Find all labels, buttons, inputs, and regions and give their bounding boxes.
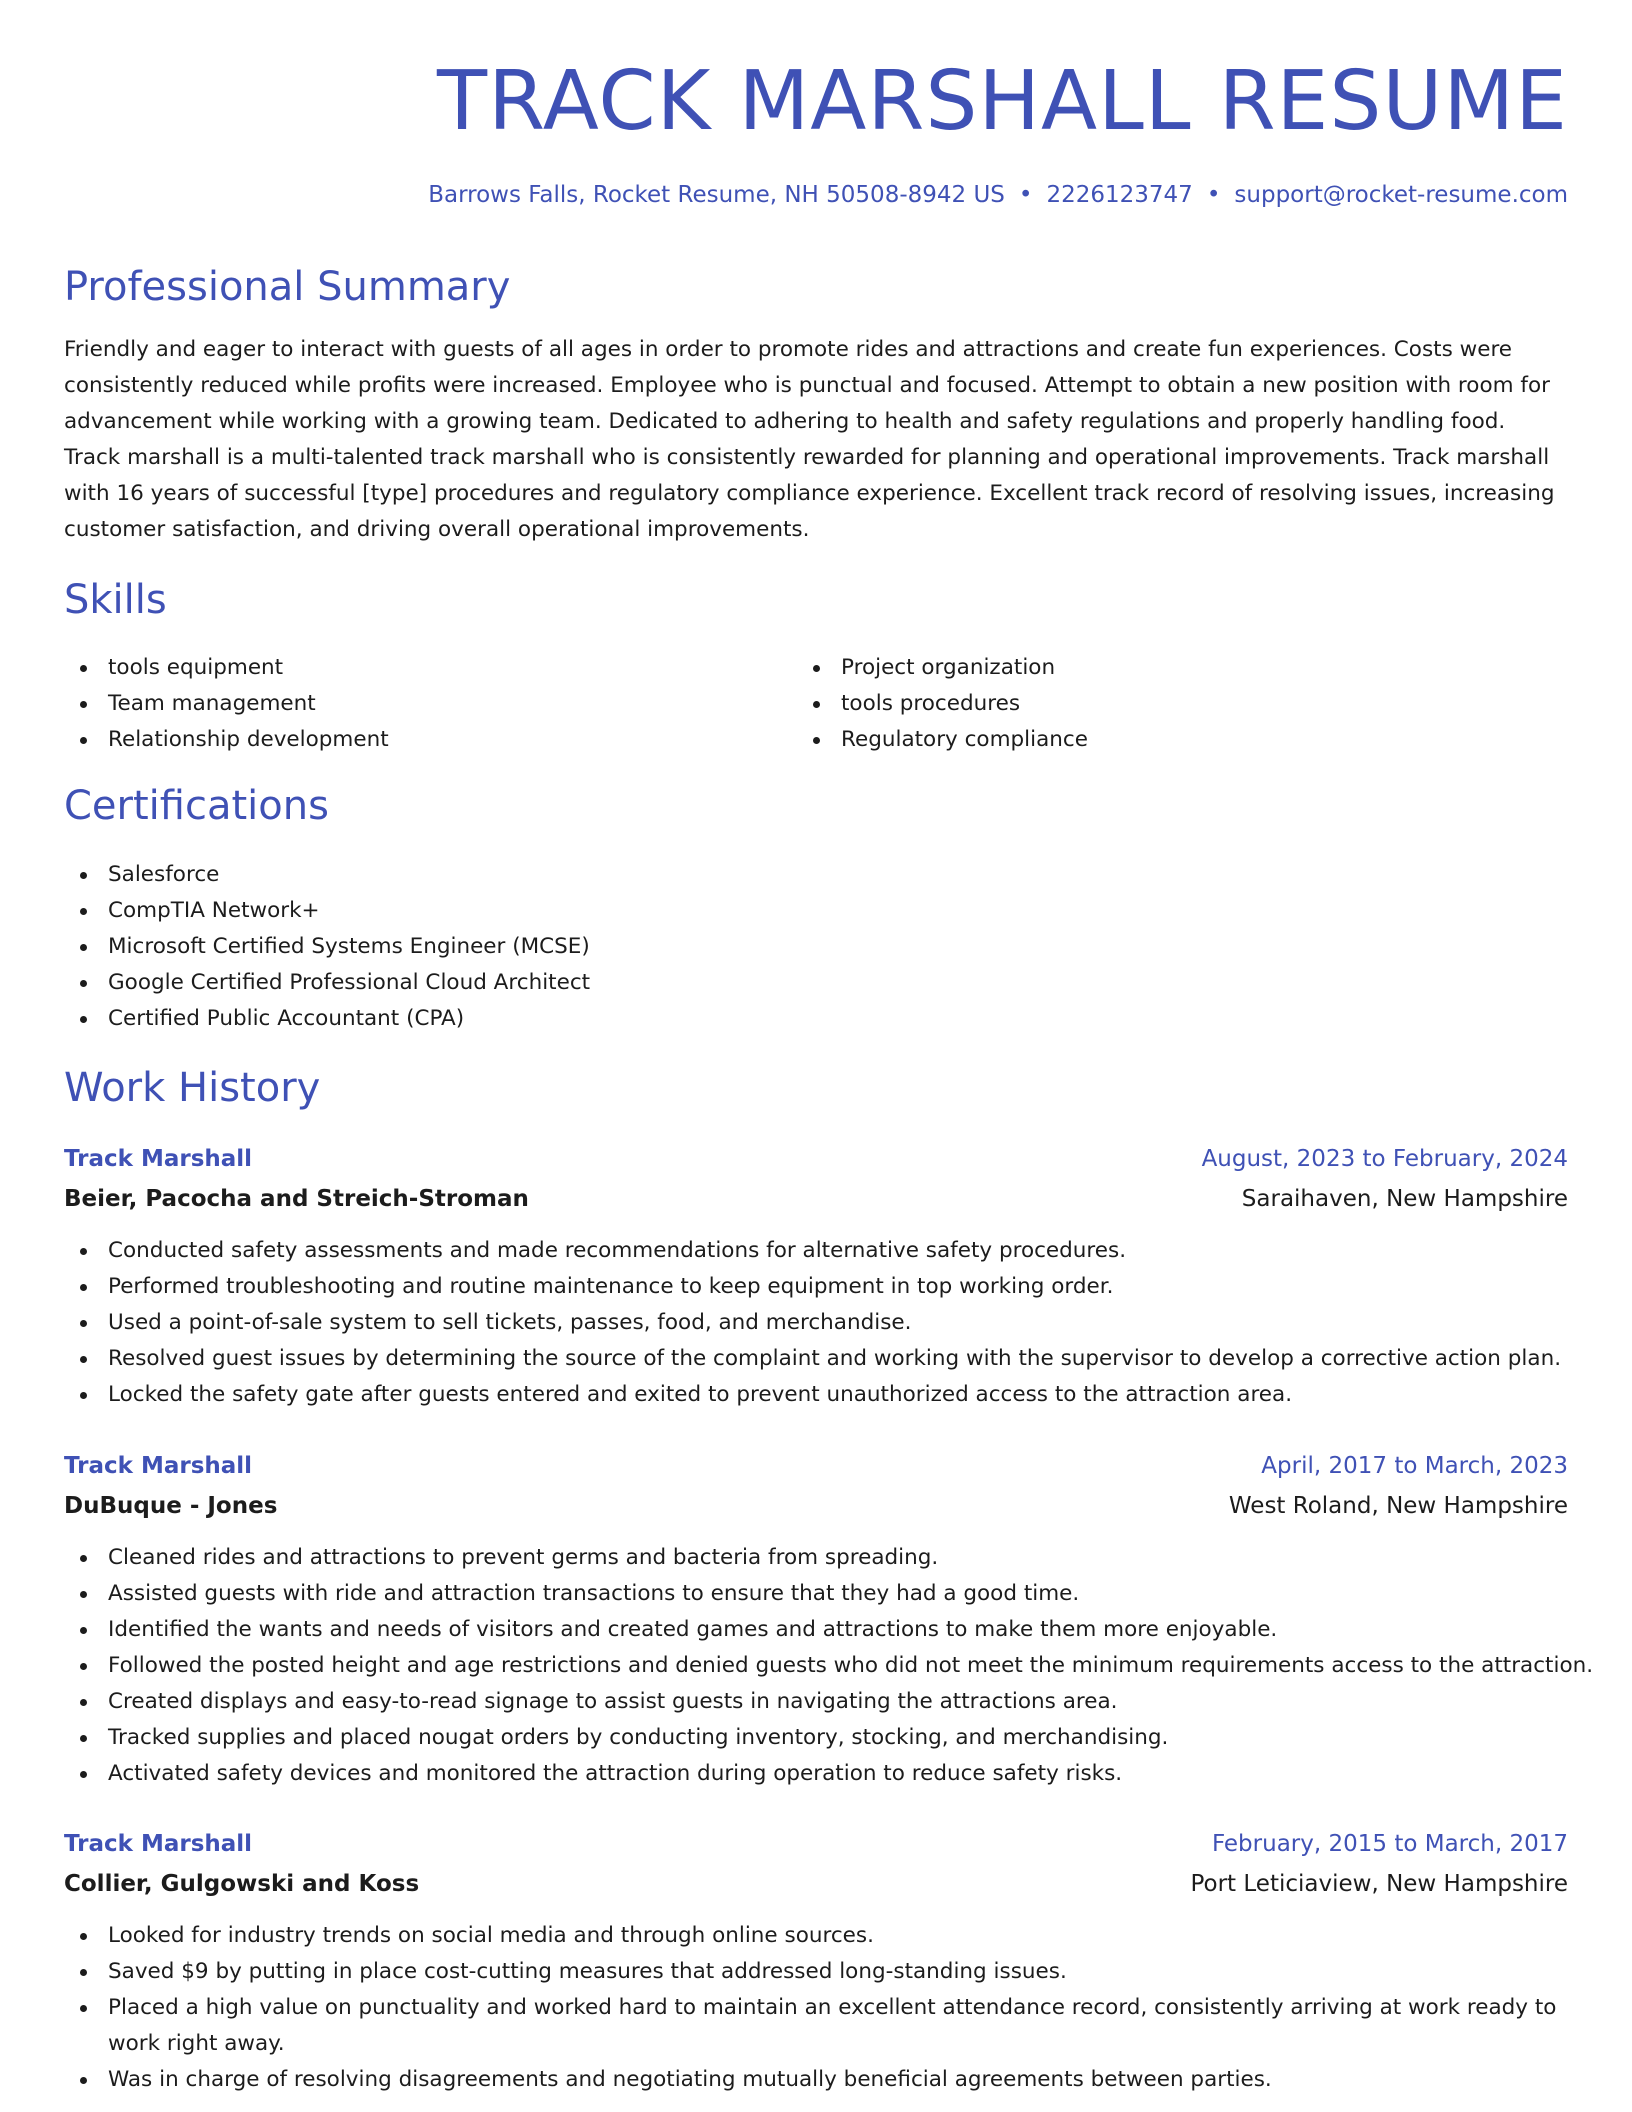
job-duty: Placed a high value on punctuality and worked hard to maintain an excellent attendance record, consistently arriving at work ready to work right away. [64,1990,1568,2062]
job-dates: August, 2023 to February, 2024 [1201,1146,1568,1172]
certification-item: CompTIA Network+ [64,893,1568,929]
contact-line [428,180,1568,210]
job-duty: Activated safety devices and monitored the attraction during operation to reduce safety risks. [64,1756,1568,1792]
job-location: Saraihaven, New Hampshire [1241,1186,1568,1212]
skill-item: tools equipment [64,650,764,686]
job-title: Track Marshall [64,1453,253,1479]
certification-item: Salesforce [64,857,1568,893]
job-header-row [64,1141,1568,1181]
contact-separator: • [1206,182,1221,208]
summary-text: Friendly and eager to interact with guests of all ages in order to promote rides and attractions and create fun experiences. Costs were consistently reduced while profits were increased. Employee who is punctual and focused. Attempt to obtain a new position with room for advancement while working with a growing team. Dedicated to adhering to health and safety regulations and properly handling food. Track marshall is a multi-talented track marshall who is consistently rewarded for planning and operational improvements. Track marshall with 16 years of successful [type] procedures and regulatory compliance experience. Excellent track record of resolving issues, increasing customer satisfaction, and driving overall operational improvements. [64,337,1555,542]
skill-item: Relationship development [64,722,764,758]
certification-item: Certified Public Accountant (CPA) [64,1001,1568,1037]
job-company: Beier, Pacocha and Streich-Stroman [64,1186,529,1212]
job-title: Track Marshall [64,1146,253,1172]
job-duty: Performed troubleshooting and routine maintenance to keep equipment in top working order. [64,1269,1568,1305]
contact-email[interactable]: support@rocket-resume.com [1234,182,1568,208]
job-duty: Cleaned rides and attractions to prevent germs and bacteria from spreading. [64,1540,1568,1576]
job-company: Collier, Gulgowski and Koss [64,1871,420,1897]
job-entry [64,1826,1568,2098]
job-duty: Identified the wants and needs of visitors and created games and attractions to make them more enjoyable. [64,1612,1568,1648]
certifications-heading: Certifications [64,783,329,829]
skill-item: Project organization [797,650,1497,686]
job-duty: Created displays and easy-to-read signage to assist guests in navigating the attractions area. [64,1684,1568,1720]
skill-item: Regulatory compliance [797,722,1497,758]
job-company-row [64,1181,1568,1221]
job-header-row [64,1448,1568,1488]
certification-item: Microsoft Certified Systems Engineer (MCSE) [64,929,1568,965]
skills-column-right [797,650,1497,758]
skill-item: tools procedures [797,686,1497,722]
skills-column-left [64,650,764,758]
job-duty: Tracked supplies and placed nougat orders by conducting inventory, stocking, and merchandising. [64,1720,1568,1756]
job-entry [64,1448,1594,1792]
job-duty: Assisted guests with ride and attraction transactions to ensure that they had a good time. [64,1576,1568,1612]
contact-address: Barrows Falls, Rocket Resume, NH 50508-8942 US [428,182,1005,208]
job-duty: Followed the posted height and age restrictions and denied guests who did not meet the minimum requirements access to the attraction. [64,1648,1568,1684]
job-header-row [64,1826,1568,1866]
job-duties [64,1233,1568,1413]
contact-phone: 2226123747 [1046,182,1193,208]
skills-heading: Skills [64,577,167,623]
job-company-row [64,1488,1568,1528]
contact-separator: • [1018,182,1033,208]
job-location: West Roland, New Hampshire [1228,1493,1568,1519]
job-duties [64,1918,1568,2098]
skill-item: Team management [64,686,764,722]
work-history-heading: Work History [64,1065,321,1111]
job-duty: Looked for industry trends on social media and through online sources. [64,1918,1568,1954]
resume-title: TRACK MARSHALL RESUME [437,54,1568,149]
certifications-list [64,857,1568,1037]
job-duty: Used a point-of-sale system to sell tickets, passes, food, and merchandise. [64,1305,1568,1341]
job-duty: Locked the safety gate after guests entered and exited to prevent unauthorized access to the attraction area. [64,1377,1568,1413]
job-title: Track Marshall [64,1831,253,1857]
job-duty: Conducted safety assessments and made recommendations for alternative safety procedures. [64,1233,1568,1269]
summary-heading: Professional Summary [64,264,511,310]
job-entry [64,1141,1568,1413]
certification-item: Google Certified Professional Cloud Architect [64,965,1568,1001]
job-company: DuBuque - Jones [64,1493,278,1519]
job-company-row [64,1866,1568,1906]
job-duty: Resolved guest issues by determining the source of the complaint and working with the supervisor to develop a corrective action plan. [64,1341,1568,1377]
job-duty: Saved $9 by putting in place cost-cutting measures that addressed long-standing issues. [64,1954,1568,1990]
job-location: Port Leticiaview, New Hampshire [1190,1871,1568,1897]
job-dates: February, 2015 to March, 2017 [1211,1831,1568,1857]
job-duty: Was in charge of resolving disagreements and negotiating mutually beneficial agreements between parties. [64,2062,1568,2098]
resume-page [64,0,1594,2092]
job-dates: April, 2017 to March, 2023 [1261,1453,1568,1479]
job-duties [64,1540,1594,1792]
